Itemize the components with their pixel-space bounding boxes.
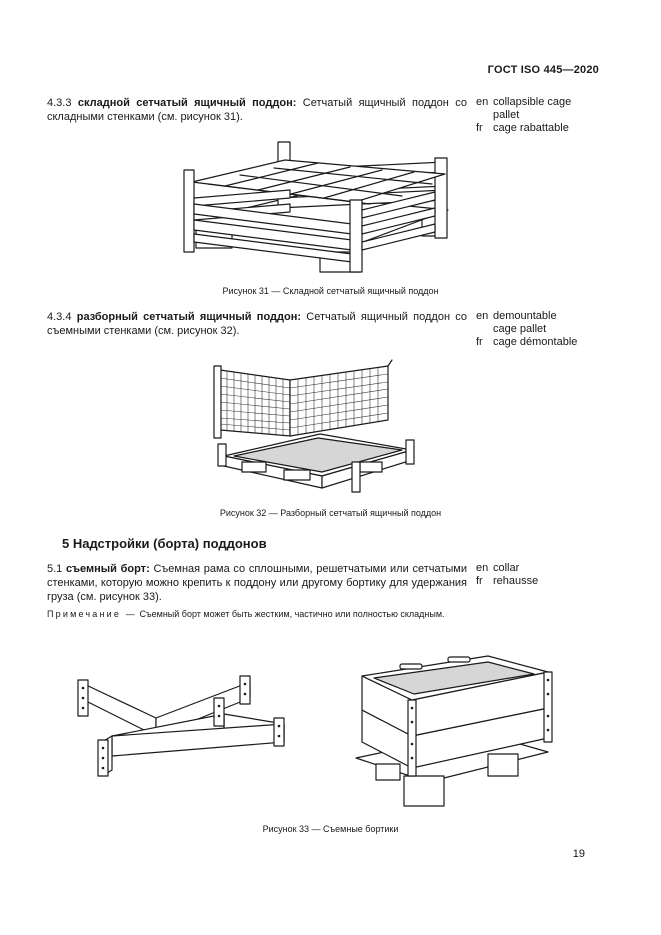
lang-fr: fr (476, 336, 483, 348)
term-number: 5.1 (47, 563, 63, 575)
equivalents-5-1 (476, 562, 616, 588)
fr-term: cage démontable (493, 336, 578, 348)
term-5-1 (47, 562, 467, 604)
en-term-cont: pallet (493, 109, 520, 121)
note (47, 608, 467, 620)
en-term-cont: cage pallet (493, 323, 547, 335)
fr-term: cage rabattable (493, 122, 569, 134)
page-number: 19 (572, 848, 585, 860)
note-text: Съемный борт может быть жестким, частично или полностью складным. (139, 609, 445, 619)
figure-31-drawing (170, 140, 470, 275)
term-title: съемный борт: (66, 563, 150, 575)
equivalents-4-3-3 (476, 96, 616, 135)
lang-fr: fr (476, 122, 483, 134)
figure-32-drawing (212, 358, 422, 498)
lang-fr: fr (476, 575, 483, 587)
term-number: 4.3.4 (47, 311, 72, 323)
term-definition: Съемная рама со сплошными, решетчатыми или сетчатыми стенками, которую можно крепить к поддону или другому бортику для удержания груза (см. рисунок 33). (47, 563, 467, 603)
term-number: 4.3.3 (47, 97, 72, 109)
equivalents-4-3-4 (476, 310, 616, 349)
en-term: collar (493, 562, 520, 574)
document-header: ГОСТ ISO 445—2020 (487, 64, 599, 76)
term-definition: Сетчатый ящичный поддон со съемными стенками (см. рисунок 32). (47, 311, 468, 337)
lang-en: en (476, 310, 489, 322)
figure-31-caption: Рисунок 31 — Складной сетчатый ящичный поддон (222, 286, 439, 296)
term-4-3-4 (47, 310, 467, 338)
lang-en: en (476, 562, 489, 574)
note-label: Примечание — (47, 609, 137, 619)
figure-33-right-drawing (348, 650, 558, 812)
fr-term: rehausse (493, 575, 539, 587)
section-title: 5 Надстройки (борта) поддонов (62, 536, 267, 551)
en-term: demountable (493, 310, 557, 322)
term-title: складной сетчатый ящичный поддон: (77, 97, 297, 109)
figure-32-caption: Рисунок 32 — Разборный сетчатый ящичный поддон (219, 508, 442, 518)
lang-en: en (476, 96, 489, 108)
term-title: разборный сетчатый ящичный поддон: (76, 311, 302, 323)
en-term: collapsible cage (493, 96, 572, 108)
figure-33-left-drawing (72, 668, 298, 788)
term-4-3-3 (47, 96, 467, 124)
term-definition: Сетчатый ящичный поддон со складными стенками (см. рисунок 31). (47, 97, 467, 123)
figure-33-caption: Рисунок 33 — Съемные бортики (262, 824, 399, 834)
